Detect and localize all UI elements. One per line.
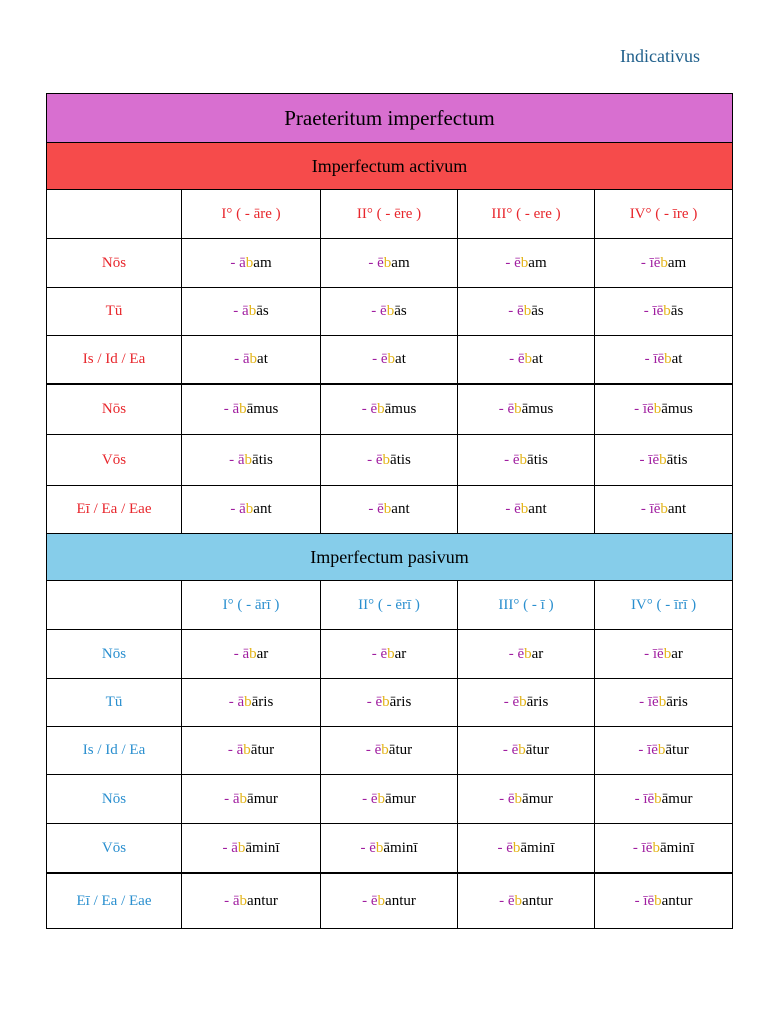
verb-form-tm: b: [375, 839, 384, 856]
verb-form-tm: b: [654, 892, 662, 909]
person-label: Eī / Ea / Eae: [47, 873, 182, 929]
verb-form-end: ātis: [666, 451, 688, 468]
verb-form-cell: [321, 824, 458, 874]
verb-form-cell: [595, 873, 733, 929]
verb-form-stem: ā: [237, 694, 245, 710]
verb-form-dash: -: [644, 645, 653, 662]
verb-form-stem: ā: [232, 790, 240, 807]
verb-form-dash: -: [634, 401, 643, 417]
verb-form-dash: -: [222, 839, 232, 856]
table-title-row: [47, 94, 733, 143]
verb-form-dash: -: [638, 742, 648, 758]
verb-form-cell: [182, 336, 321, 385]
verb-form-tm: b: [524, 645, 532, 662]
person-label: Vōs: [47, 824, 182, 874]
passive-row: [47, 630, 733, 679]
verb-form-cell: [595, 679, 733, 727]
verb-form-tm: b: [518, 742, 526, 758]
verb-form-tm: b: [514, 790, 523, 807]
person-label: Eī / Ea / Eae: [47, 486, 182, 534]
verb-form-cell: [321, 775, 458, 824]
verb-form-cell: [321, 336, 458, 385]
verb-form-stem: ā: [232, 401, 240, 417]
verb-form-end: ātis: [252, 451, 273, 468]
verb-form-stem: ē: [514, 254, 521, 271]
verb-form-end: antur: [385, 892, 416, 909]
active-section-row: [47, 143, 733, 190]
verb-form-end: ar: [394, 645, 407, 662]
verb-form-tm: b: [383, 254, 392, 271]
verb-form-tm: b: [377, 401, 385, 417]
verb-form-dash: -: [366, 694, 376, 710]
verb-form-end: ant: [391, 501, 410, 517]
verb-form-stem: īē: [643, 892, 655, 909]
person-label: Nōs: [47, 630, 182, 679]
verb-form-tm: b: [660, 501, 668, 517]
verb-form-dash: -: [505, 501, 515, 517]
verb-form-dash: -: [224, 892, 233, 909]
verb-form-tm: b: [654, 790, 662, 807]
passive-row: [47, 824, 733, 874]
passive-section-title: Imperfectum pasivum: [47, 534, 733, 581]
verb-form-tm: b: [377, 790, 386, 807]
verb-form-stem: īē: [647, 742, 658, 758]
verb-form-tm: b: [520, 254, 529, 271]
active-col-4: IV° ( - īre ): [595, 190, 733, 239]
verb-form-tm: b: [664, 351, 672, 367]
verb-form-dash: -: [640, 501, 650, 517]
verb-form-end: āmur: [661, 790, 693, 807]
verb-form-cell: [182, 435, 321, 486]
verb-form-end: am: [528, 254, 547, 271]
verb-form-stem: īē: [641, 839, 653, 856]
verb-form-dash: -: [372, 351, 381, 367]
verb-form-end: am: [253, 254, 272, 271]
verb-form-stem: īē: [643, 790, 655, 807]
verb-form-cell: [182, 239, 321, 288]
verb-form-dash: -: [498, 401, 508, 417]
verb-form-stem: īē: [642, 401, 654, 417]
verb-form-stem: īē: [648, 451, 660, 468]
verb-form-dash: -: [368, 501, 378, 517]
verb-form-stem: ē: [517, 351, 525, 367]
verb-form-end: āmur: [247, 790, 278, 807]
verb-form-stem: ā: [231, 839, 238, 856]
verb-form-stem: ē: [374, 742, 382, 758]
passive-header-blank: [47, 581, 182, 630]
verb-form-cell: [595, 435, 733, 486]
verb-form-stem: ē: [370, 790, 378, 807]
verb-form-stem: ā: [242, 645, 250, 662]
verb-form-dash: -: [508, 645, 518, 662]
person-label: Nōs: [47, 384, 182, 435]
active-header-row: [47, 190, 733, 239]
verb-form-tm: b: [519, 451, 528, 468]
verb-form-dash: -: [368, 254, 378, 271]
passive-row: [47, 775, 733, 824]
verb-form-cell: [182, 486, 321, 534]
verb-form-end: at: [532, 351, 543, 367]
verb-form-dash: -: [502, 742, 512, 758]
verb-form-end: āris: [526, 694, 549, 710]
active-section-title: Imperfectum activum: [47, 143, 733, 190]
verb-form-end: āris: [251, 694, 274, 710]
verb-form-cell: [182, 679, 321, 727]
verb-form-end: am: [391, 254, 410, 271]
verb-form-end: at: [257, 351, 268, 367]
verb-form-end: āmus: [246, 401, 279, 417]
verb-form-cell: [182, 630, 321, 679]
verb-form-cell: [321, 727, 458, 775]
verb-form-cell: [321, 873, 458, 929]
verb-form-cell: [321, 384, 458, 435]
verb-form-dash: -: [229, 451, 238, 468]
verb-form-dash: -: [508, 303, 518, 319]
verb-form-stem: ē: [380, 351, 388, 367]
verb-form-tm: b: [512, 839, 521, 856]
verb-form-cell: [182, 775, 321, 824]
verb-form-dash: -: [361, 401, 371, 417]
active-row: [47, 239, 733, 288]
verb-form-cell: [458, 630, 595, 679]
verb-form-stem: ā: [236, 742, 244, 758]
verb-form-stem: ē: [512, 451, 520, 468]
verb-form-tm: b: [652, 839, 660, 856]
active-row: [47, 486, 733, 534]
active-row: [47, 288, 733, 336]
verb-form-cell: [182, 824, 321, 874]
verb-form-stem: ē: [370, 401, 378, 417]
verb-form-tm: b: [383, 501, 392, 517]
verb-form-end: ant: [667, 501, 687, 517]
verb-form-stem: ā: [242, 303, 249, 319]
verb-form-tm: b: [237, 839, 246, 856]
verb-form-cell: [595, 239, 733, 288]
verb-form-tm: b: [514, 892, 523, 909]
person-label: Is / Id / Ea: [47, 336, 182, 385]
verb-form-cell: [321, 239, 458, 288]
verb-form-dash: -: [509, 351, 518, 367]
verb-form-stem: īē: [649, 254, 661, 271]
verb-form-stem: īē: [653, 351, 665, 367]
verb-form-cell: [321, 679, 458, 727]
verb-form-stem: ā: [237, 451, 245, 468]
verb-form-tm: b: [244, 451, 253, 468]
verb-form-end: āmur: [385, 790, 416, 807]
verb-form-cell: [595, 824, 733, 874]
passive-col-1: I° ( - ārī ): [182, 581, 321, 630]
verb-form-dash: -: [224, 790, 233, 807]
verb-form-tm: b: [382, 451, 391, 468]
passive-section-row: [47, 534, 733, 581]
verb-form-dash: -: [632, 839, 642, 856]
verb-form-dash: -: [234, 351, 243, 367]
person-label: Nōs: [47, 239, 182, 288]
verb-form-cell: [595, 775, 733, 824]
verb-form-end: āris: [666, 694, 688, 710]
verb-form-tm: b: [239, 790, 248, 807]
active-col-1: I° ( - āre ): [182, 190, 321, 239]
person-label: Nōs: [47, 775, 182, 824]
verb-form-cell: [595, 336, 733, 385]
verb-form-stem: ē: [375, 694, 383, 710]
verb-form-dash: -: [371, 645, 381, 662]
passive-header-row: [47, 581, 733, 630]
person-label: Tū: [47, 679, 182, 727]
verb-form-end: ās: [531, 303, 544, 319]
verb-form-dash: -: [644, 351, 654, 367]
verb-form-dash: -: [228, 694, 238, 710]
verb-form-end: ātur: [388, 742, 413, 758]
verb-form-tm: b: [248, 303, 257, 319]
verb-form-end: ātur: [525, 742, 550, 758]
person-label: Is / Id / Ea: [47, 727, 182, 775]
verb-form-dash: -: [371, 303, 381, 319]
verb-form-cell: [182, 873, 321, 929]
verb-form-end: āminī: [659, 839, 695, 856]
verb-form-cell: [458, 679, 595, 727]
verb-form-dash: -: [640, 254, 650, 271]
verb-form-tm: b: [245, 501, 254, 517]
verb-form-stem: ē: [506, 839, 513, 856]
verb-form-stem: īē: [647, 694, 659, 710]
verb-form-end: ant: [528, 501, 547, 517]
active-row: [47, 336, 733, 385]
verb-form-stem: ē: [375, 451, 383, 468]
verb-form-end: āmus: [521, 401, 554, 417]
verb-form-tm: b: [245, 254, 254, 271]
verb-form-tm: b: [659, 451, 667, 468]
verb-form-end: ar: [531, 645, 544, 662]
verb-form-dash: -: [634, 790, 644, 807]
passive-col-3: III° ( - ī ): [458, 581, 595, 630]
verb-form-end: ar: [671, 645, 683, 662]
verb-form-tm: b: [663, 645, 672, 662]
verb-form-cell: [458, 239, 595, 288]
verb-form-stem: īē: [652, 303, 664, 319]
verb-form-cell: [595, 630, 733, 679]
verb-form-tm: b: [663, 303, 671, 319]
verb-form-tm: b: [514, 401, 522, 417]
verb-form-stem: ē: [507, 401, 515, 417]
verb-form-dash: -: [643, 303, 653, 319]
verb-form-end: āmur: [522, 790, 553, 807]
verb-form-stem: ē: [507, 790, 515, 807]
verb-form-tm: b: [249, 645, 257, 662]
verb-form-stem: ē: [377, 254, 384, 271]
verb-form-end: ās: [670, 303, 684, 319]
verb-form-end: āminī: [520, 839, 555, 856]
verb-form-cell: [182, 384, 321, 435]
verb-form-dash: -: [499, 892, 508, 909]
verb-form-stem: ē: [370, 892, 378, 909]
verb-form-stem: ā: [239, 501, 246, 517]
verb-form-stem: ē: [369, 839, 376, 856]
passive-col-2: II° ( - ērī ): [321, 581, 458, 630]
verb-form-stem: ē: [380, 645, 388, 662]
verb-form-tm: b: [657, 742, 666, 758]
verb-form-cell: [321, 630, 458, 679]
verb-form-stem: īē: [652, 645, 664, 662]
verb-form-tm: b: [520, 501, 529, 517]
verb-form-stem: ē: [507, 892, 515, 909]
verb-form-dash: -: [230, 501, 240, 517]
verb-form-stem: īē: [649, 501, 661, 517]
verb-form-cell: [595, 288, 733, 336]
verb-form-tm: b: [386, 303, 395, 319]
verb-form-stem: ē: [377, 501, 384, 517]
passive-row: [47, 679, 733, 727]
verb-form-stem: ē: [511, 742, 519, 758]
verb-form-dash: -: [227, 742, 237, 758]
verb-form-stem: ā: [239, 254, 246, 271]
verb-form-tm: b: [653, 401, 662, 417]
passive-col-4: IV° ( - īrī ): [595, 581, 733, 630]
verb-form-tm: b: [660, 254, 668, 271]
verb-form-tm: b: [239, 401, 247, 417]
verb-form-end: antur: [522, 892, 553, 909]
verb-form-cell: [458, 486, 595, 534]
verb-form-tm: b: [524, 351, 533, 367]
verb-form-dash: -: [499, 790, 508, 807]
verb-form-dash: -: [639, 451, 649, 468]
conjugation-table: [46, 93, 733, 929]
verb-form-cell: [458, 824, 595, 874]
verb-form-dash: -: [367, 451, 376, 468]
verb-form-stem: ā: [232, 892, 240, 909]
verb-form-tm: b: [523, 303, 532, 319]
verb-form-cell: [458, 384, 595, 435]
verb-form-tm: b: [381, 742, 389, 758]
person-label: Vōs: [47, 435, 182, 486]
table-title: Praeteritum imperfectum: [47, 94, 733, 143]
verb-form-dash: -: [634, 892, 644, 909]
active-row: [47, 435, 733, 486]
verb-form-cell: [595, 384, 733, 435]
verb-form-cell: [458, 288, 595, 336]
verb-form-tm: b: [244, 694, 252, 710]
verb-form-dash: -: [505, 254, 515, 271]
verb-form-cell: [321, 435, 458, 486]
verb-form-dash: -: [360, 839, 370, 856]
verb-form-cell: [458, 727, 595, 775]
verb-form-tm: b: [239, 892, 248, 909]
mood-label: Indicativus: [620, 46, 700, 66]
verb-form-end: ātur: [665, 742, 689, 758]
verb-form-stem: ē: [380, 303, 387, 319]
passive-row: [47, 727, 733, 775]
verb-form-dash: -: [230, 254, 240, 271]
verb-form-cell: [458, 775, 595, 824]
verb-form-end: at: [395, 351, 406, 367]
verb-form-dash: -: [639, 694, 648, 710]
verb-form-end: āmus: [384, 401, 417, 417]
verb-form-end: ātis: [527, 451, 548, 468]
verb-form-end: ās: [256, 303, 269, 319]
verb-form-dash: -: [497, 839, 507, 856]
verb-form-dash: -: [503, 694, 513, 710]
verb-form-dash: -: [362, 790, 371, 807]
verb-form-tm: b: [249, 351, 258, 367]
verb-form-tm: b: [382, 694, 390, 710]
verb-form-cell: [182, 727, 321, 775]
verb-form-end: ant: [253, 501, 272, 517]
verb-form-stem: ē: [512, 694, 520, 710]
verb-form-end: āminī: [383, 839, 418, 856]
person-label: Tū: [47, 288, 182, 336]
verb-form-dash: -: [362, 892, 371, 909]
verb-form-end: āminī: [245, 839, 280, 856]
verb-form-stem: ē: [514, 501, 521, 517]
verb-form-end: antur: [247, 892, 278, 909]
verb-form-dash: -: [233, 645, 243, 662]
verb-form-tm: b: [387, 351, 396, 367]
verb-form-end: āmus: [661, 401, 693, 417]
active-header-blank: [47, 190, 182, 239]
verb-form-dash: -: [504, 451, 513, 468]
verb-form-cell: [595, 727, 733, 775]
verb-form-cell: [595, 486, 733, 534]
verb-form-end: ātur: [250, 742, 275, 758]
verb-form-end: āris: [389, 694, 412, 710]
active-col-3: III° ( - ere ): [458, 190, 595, 239]
verb-form-end: ās: [394, 303, 407, 319]
verb-form-dash: -: [223, 401, 233, 417]
verb-form-end: antur: [661, 892, 693, 909]
verb-form-cell: [458, 873, 595, 929]
verb-form-end: am: [667, 254, 687, 271]
verb-form-dash: -: [233, 303, 243, 319]
verb-form-cell: [321, 486, 458, 534]
verb-form-cell: [458, 336, 595, 385]
verb-form-dash: -: [365, 742, 375, 758]
verb-form-end: ātis: [390, 451, 411, 468]
verb-form-tm: b: [519, 694, 527, 710]
verb-form-stem: ē: [517, 303, 524, 319]
verb-form-end: ar: [256, 645, 269, 662]
verb-form-tm: b: [658, 694, 667, 710]
active-row: [47, 384, 733, 435]
verb-form-stem: ā: [242, 351, 250, 367]
passive-row: [47, 873, 733, 929]
active-col-2: II° ( - ēre ): [321, 190, 458, 239]
verb-form-tm: b: [377, 892, 386, 909]
verb-form-cell: [458, 435, 595, 486]
verb-form-end: at: [671, 351, 683, 367]
verb-form-tm: b: [387, 645, 395, 662]
verb-form-stem: ē: [517, 645, 525, 662]
verb-form-cell: [321, 288, 458, 336]
verb-form-tm: b: [243, 742, 251, 758]
verb-form-cell: [182, 288, 321, 336]
